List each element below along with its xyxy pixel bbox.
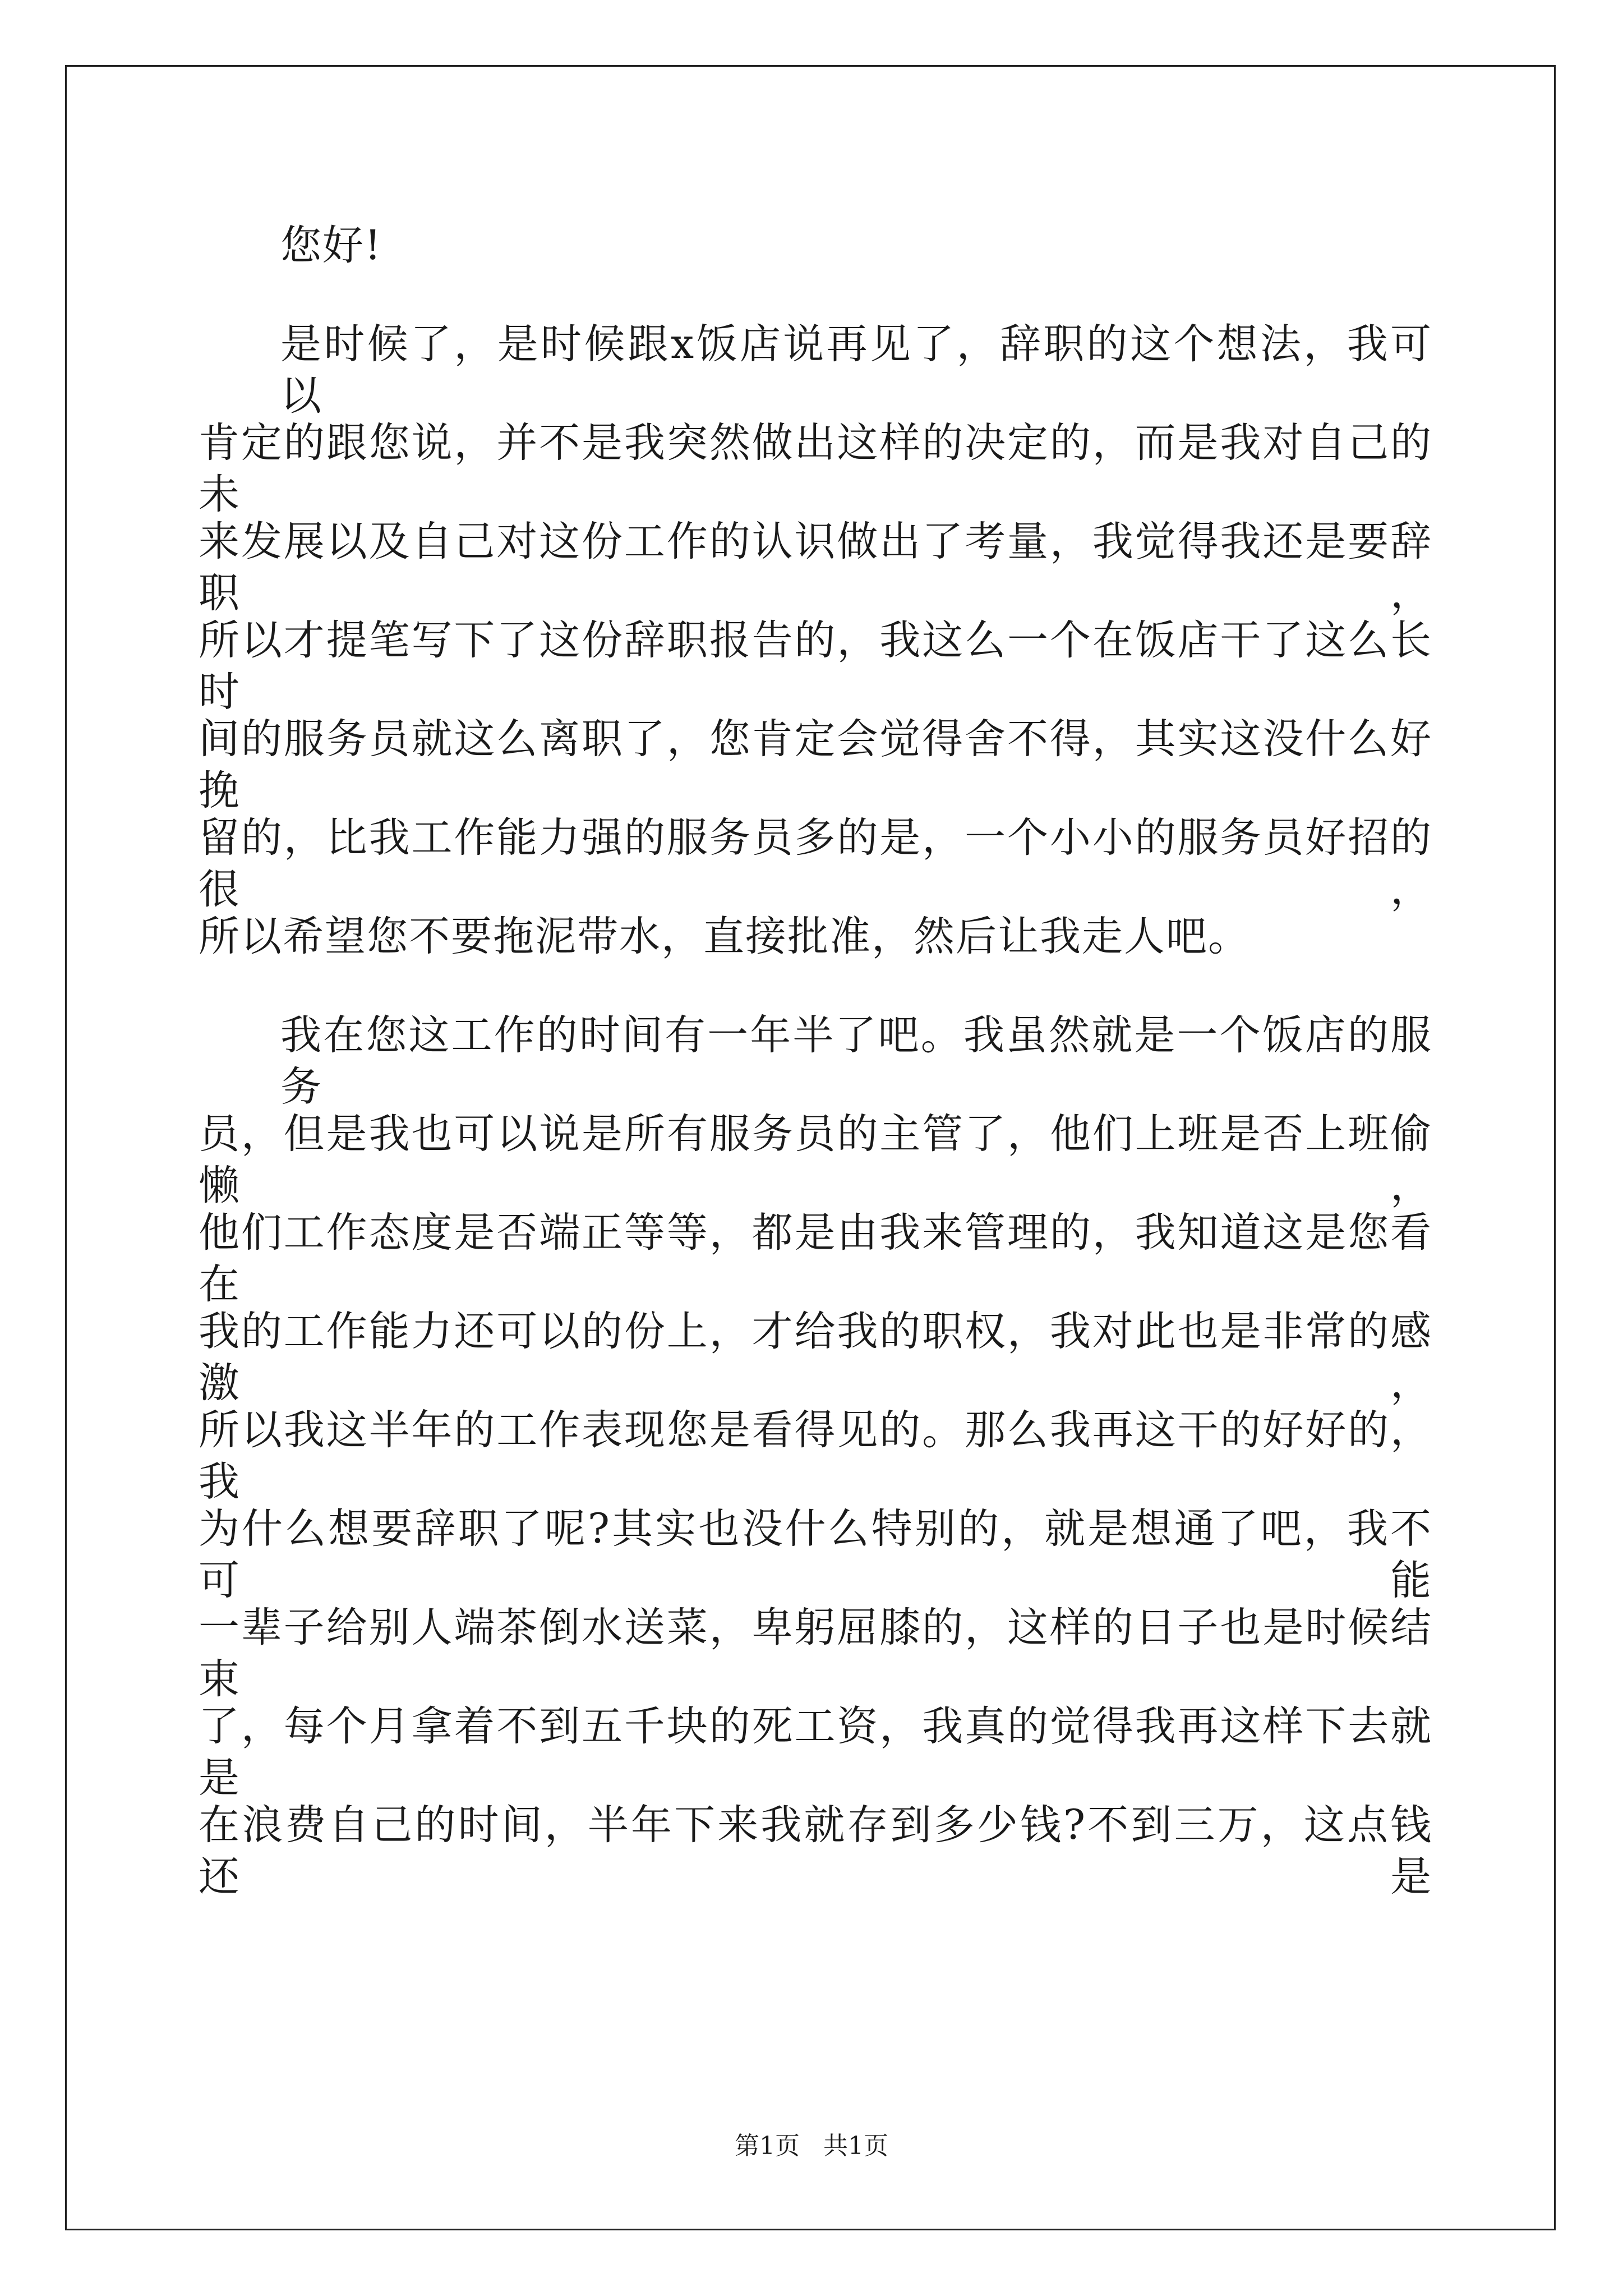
paragraph-2-line-1: 我在您这工作的时间有一年半了吧。我虽然就是一个饭店的服务 bbox=[280, 1011, 1432, 1111]
paragraph-1-line-5: 间的服务员就这么离职了，您肯定会觉得舍不得，其实这没什么好挽 bbox=[199, 715, 1432, 815]
paragraph-1-line-1: 是时候了，是时候跟x饭店说再见了，辞职的这个想法，我可以 bbox=[280, 320, 1432, 420]
paragraph-2-line-8: 了，每个月拿着不到五千块的死工资，我真的觉得我再这样下去就是 bbox=[199, 1703, 1432, 1802]
paragraph-1-line-4: 所以才提笔写下了这份辞职报告的，我这么一个在饭店干了这么长时 bbox=[199, 616, 1432, 716]
paragraph-2-line-4: 我的工作能力还可以的份上，才给我的职权，我对此也是非常的感激， bbox=[199, 1308, 1432, 1407]
paragraph-2-line-9: 在浪费自己的时间，半年下来我就存到多少钱?不到三万，这点钱还是 bbox=[199, 1801, 1432, 1901]
paragraph-1-line-6: 留的，比我工作能力强的服务员多的是，一个小小的服务员好招的很， bbox=[199, 814, 1432, 913]
paragraph-2-line-6: 为什么想要辞职了呢?其实也没什么特别的，就是想通了吧，我不可能 bbox=[199, 1505, 1432, 1604]
paragraph-2-line-5: 所以我这半年的工作表现您是看得见的。那么我再这干的好好的，我 bbox=[199, 1406, 1432, 1506]
paragraph-2-line-7: 一辈子给别人端茶倒水送菜，卑躬屈膝的，这样的日子也是时候结束 bbox=[199, 1604, 1432, 1703]
page-footer: 第1页 共1页 bbox=[735, 2132, 888, 2160]
paragraph-2-line-3: 他们工作态度是否端正等等，都是由我来管理的，我知道这是您看在 bbox=[199, 1209, 1432, 1308]
paragraph-1-line-7: 所以希望您不要拖泥带水，直接批准，然后让我走人吧。 bbox=[199, 913, 1250, 960]
greeting-line: 您好! bbox=[280, 222, 382, 269]
paragraph-1-line-3: 来发展以及自己对这份工作的认识做出了考量，我觉得我还是要辞职， bbox=[199, 518, 1432, 617]
paragraph-2-line-2: 员，但是我也可以说是所有服务员的主管了，他们上班是否上班偷懒， bbox=[199, 1110, 1432, 1209]
paragraph-1-line-2: 肯定的跟您说，并不是我突然做出这样的决定的，而是我对自己的未 bbox=[199, 419, 1432, 518]
